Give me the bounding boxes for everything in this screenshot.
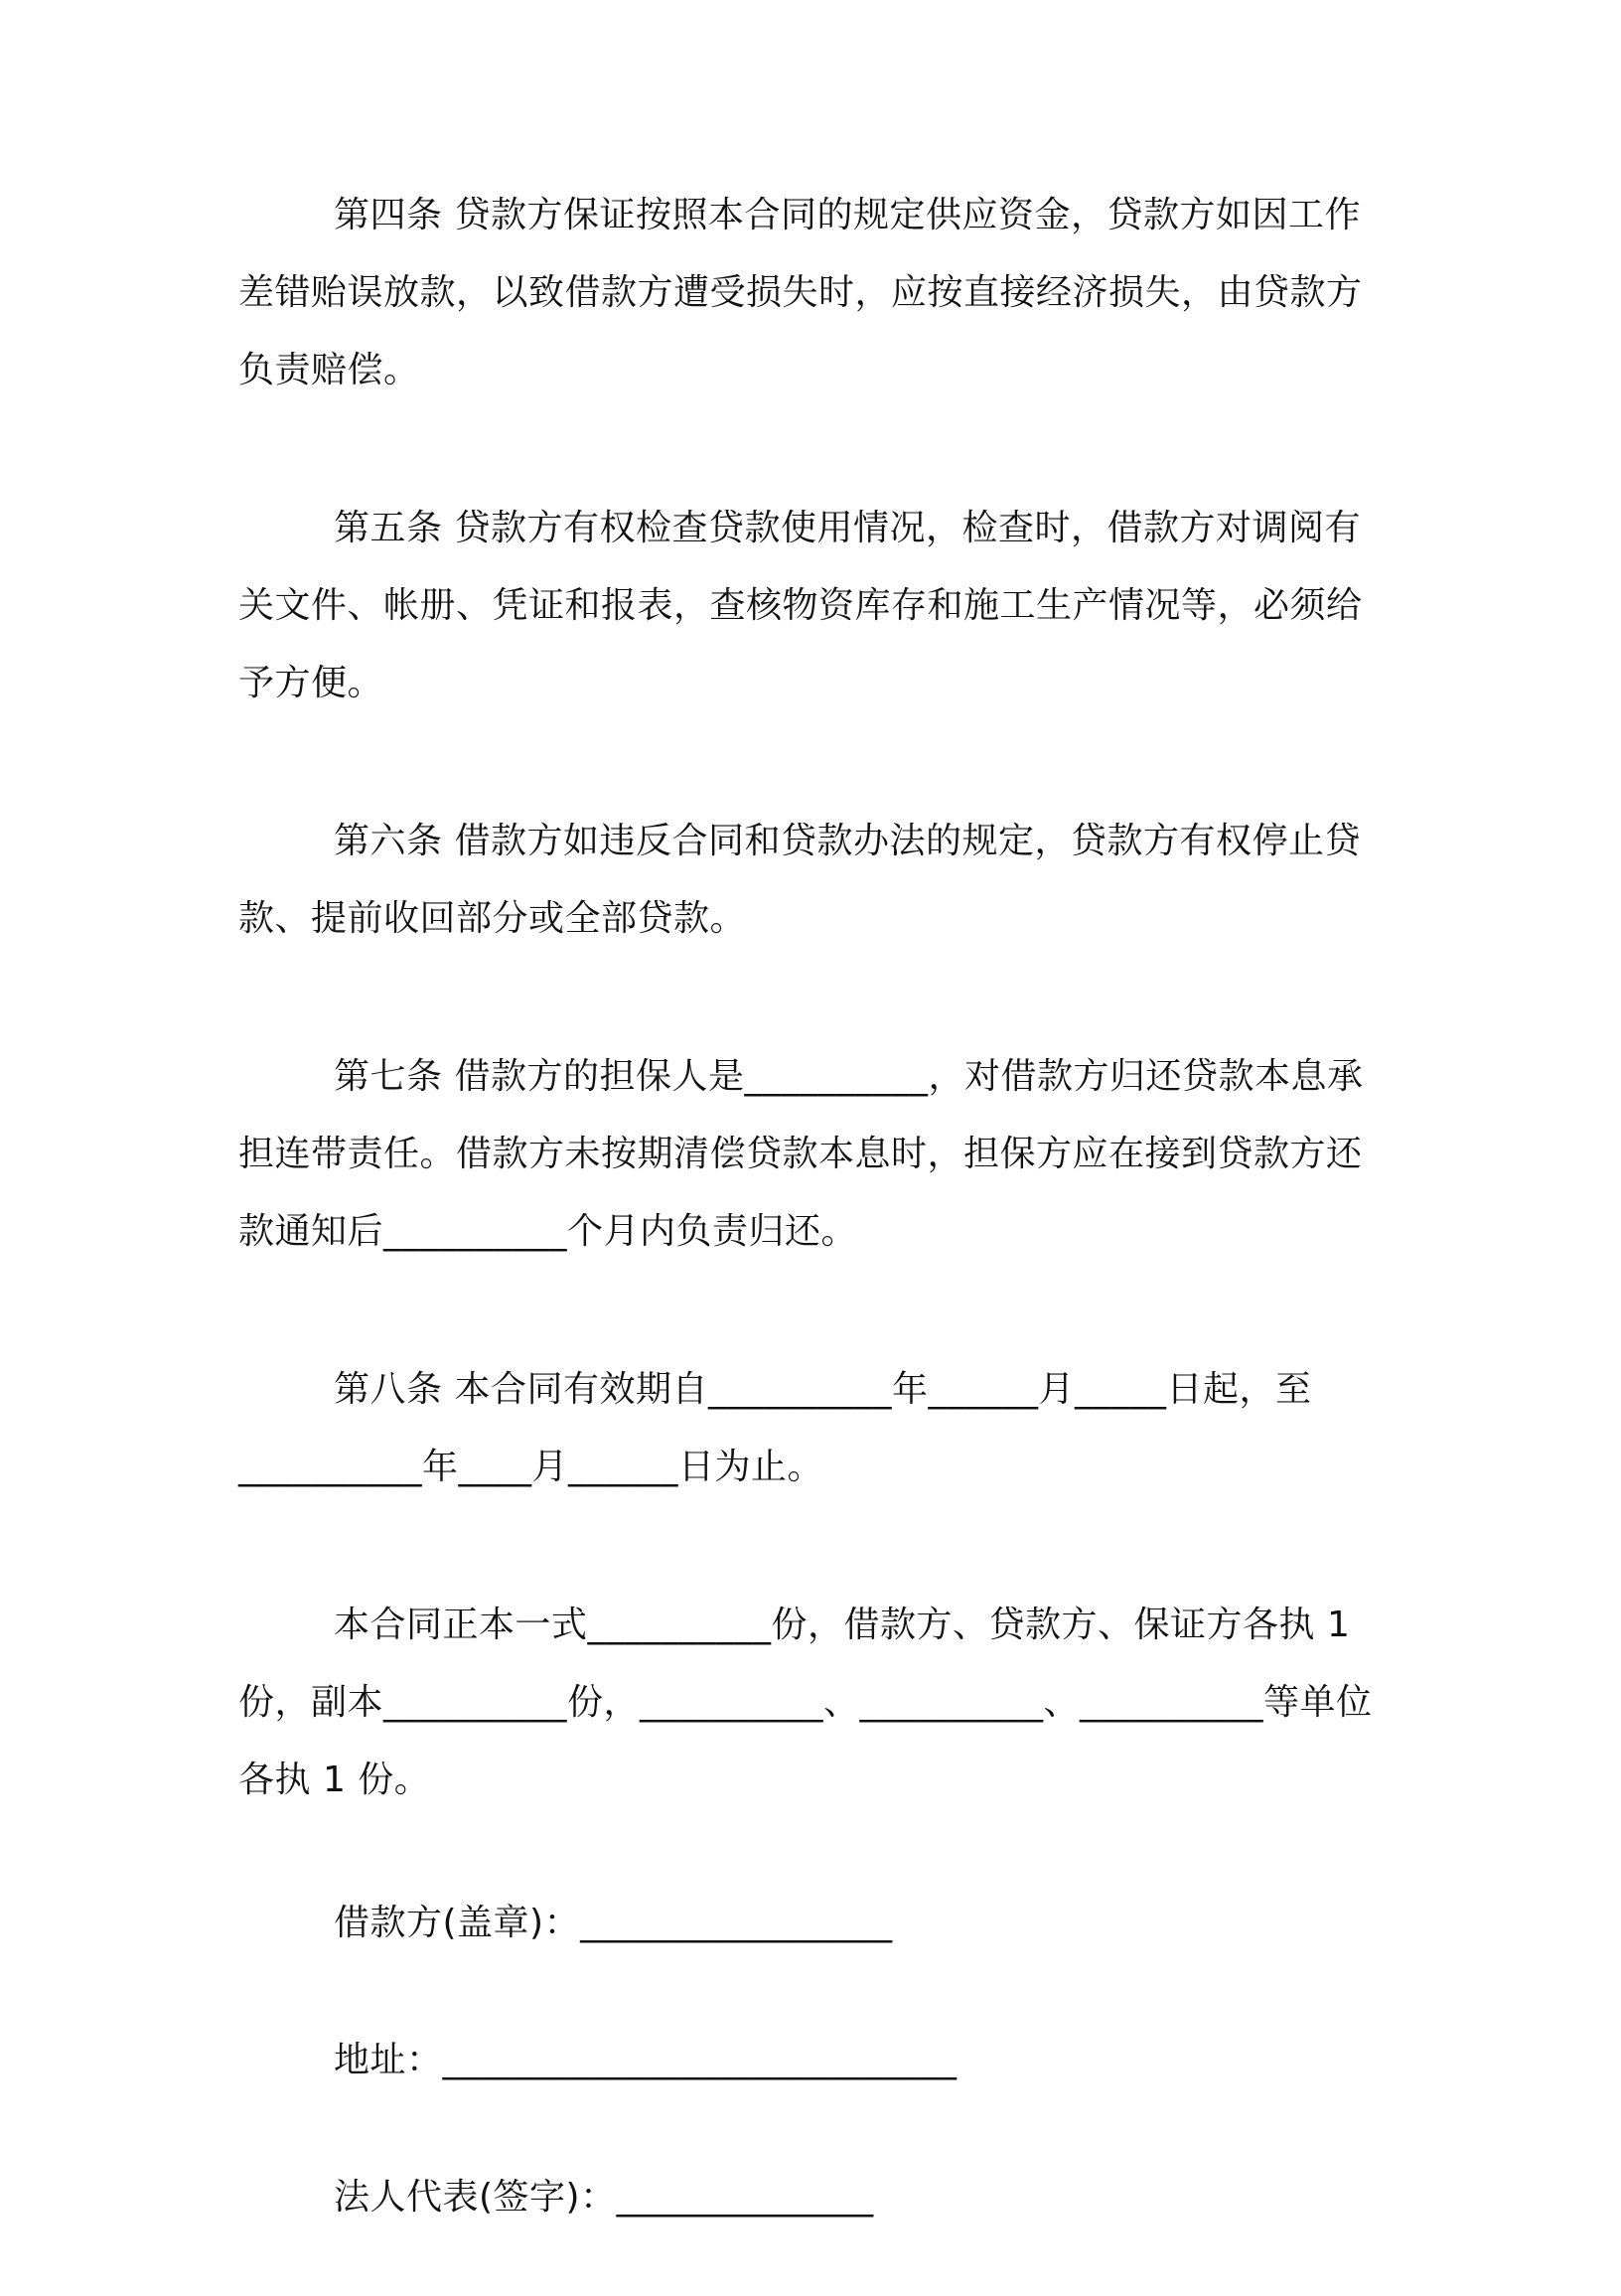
address-line: 地址：____________________________ bbox=[334, 2040, 958, 2080]
legal-representative-signature-line: 法人代表(签字)：______________ bbox=[334, 2177, 874, 2218]
article-5-paragraph: 第五条 贷款方有权检查贷款使用情况，检查时，借款方对调阅有关文件、帐册、凭证和报表，查核物资库存和施工生产情况等，必须给予方便。 bbox=[238, 508, 1363, 703]
article-4-paragraph: 第四条 贷款方保证按照本合同的规定供应资金，贷款方如因工作差错贻误放款，以致借款方遭受损失时，应按直接经济损失，由贷款方负责赔偿。 bbox=[238, 195, 1363, 390]
article-7-paragraph: 第七条 借款方的担保人是__________，对借款方归还贷款本息承担连带责任。借款方未按期清偿贷款本息时，担保方应在接到贷款方还款通知后__________个月内负责归还。 bbox=[238, 1056, 1364, 1252]
borrower-seal-line: 借款方(盖章)：_________________ bbox=[334, 1903, 893, 1943]
copies-paragraph: 本合同正本一式__________份，借款方、贷款方、保证方各执 1 份，副本__________份，__________、__________、__________等单位各执 1 份。 bbox=[238, 1605, 1373, 1800]
document-body bbox=[238, 177, 1383, 2296]
article-6-paragraph: 第六条 借款方如违反合同和贷款办法的规定，贷款方有权停止贷款、提前收回部分或全部贷款。 bbox=[238, 821, 1361, 939]
article-8-paragraph: 第八条 本合同有效期自__________年______月_____日起，至__________年____月______日为止。 bbox=[238, 1369, 1312, 1487]
